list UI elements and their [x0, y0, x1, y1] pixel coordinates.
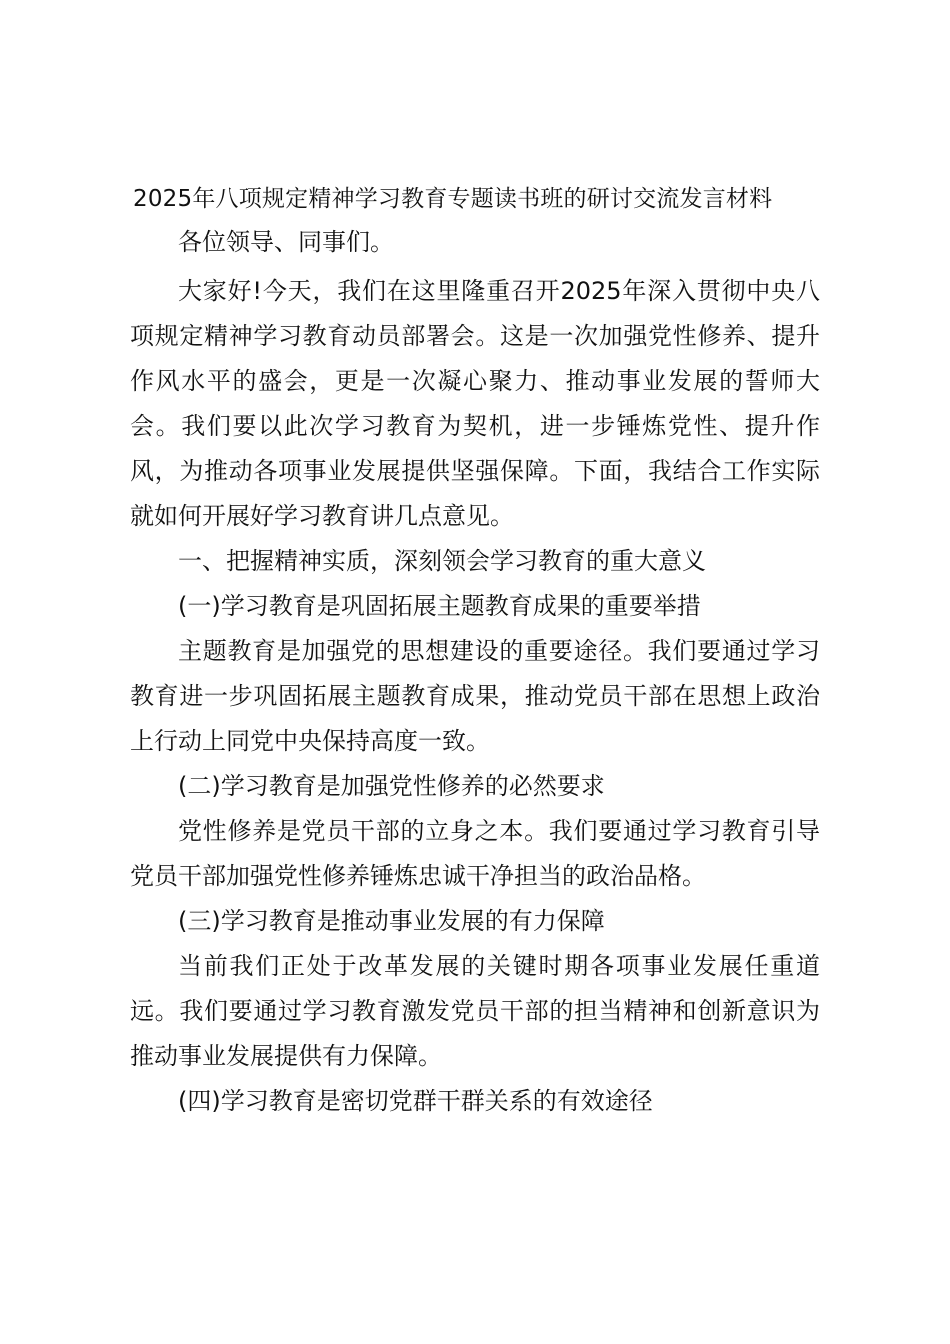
- intro-paragraph: 大家好!今天，我们在这里隆重召开2025年深入贯彻中央八项规定精神学习教育动员部署会。这是一次加强党性修养、提升作风水平的盛会，更是一次凝心聚力、推动事业发展的誓师大会。我们要以此次学习教育为契机，进一步锤炼党性、提升作风，为推动各项事业发展提供坚强保障。下面，我结合工作实际就如何开展好学习教育讲几点意见。: [130, 277, 820, 530]
- subsection-1-heading: (一)学习教育是巩固拓展主题教育成果的重要举措: [178, 592, 701, 620]
- document-title: 2025年八项规定精神学习教育专题读书班的研讨交流发言材料: [133, 186, 773, 212]
- subsection-3-paragraph: 当前我们正处于改革发展的关键时期各项事业发展任重道远。我们要通过学习教育激发党员干部的担当精神和创新意识为推动事业发展提供有力保障。: [130, 952, 820, 1070]
- subsection-4-heading: (四)学习教育是密切党群干群关系的有效途径: [178, 1087, 653, 1115]
- subsection-2-heading: (二)学习教育是加强党性修养的必然要求: [178, 772, 605, 800]
- subsection-3-heading: (三)学习教育是推动事业发展的有力保障: [178, 907, 605, 935]
- subsection-1-paragraph: 主题教育是加强党的思想建设的重要途径。我们要通过学习教育进一步巩固拓展主题教育成果，推动党员干部在思想上政治上行动上同党中央保持高度一致。: [130, 637, 820, 755]
- section-1-heading: 一、把握精神实质，深刻领会学习教育的重大意义: [178, 547, 706, 575]
- subsection-2-paragraph: 党性修养是党员干部的立身之本。我们要通过学习教育引导党员干部加强党性修养锤炼忠诚干净担当的政治品格。: [130, 817, 820, 890]
- document-body: [130, 220, 820, 1124]
- greeting-paragraph: 各位领导、同事们。: [178, 228, 394, 256]
